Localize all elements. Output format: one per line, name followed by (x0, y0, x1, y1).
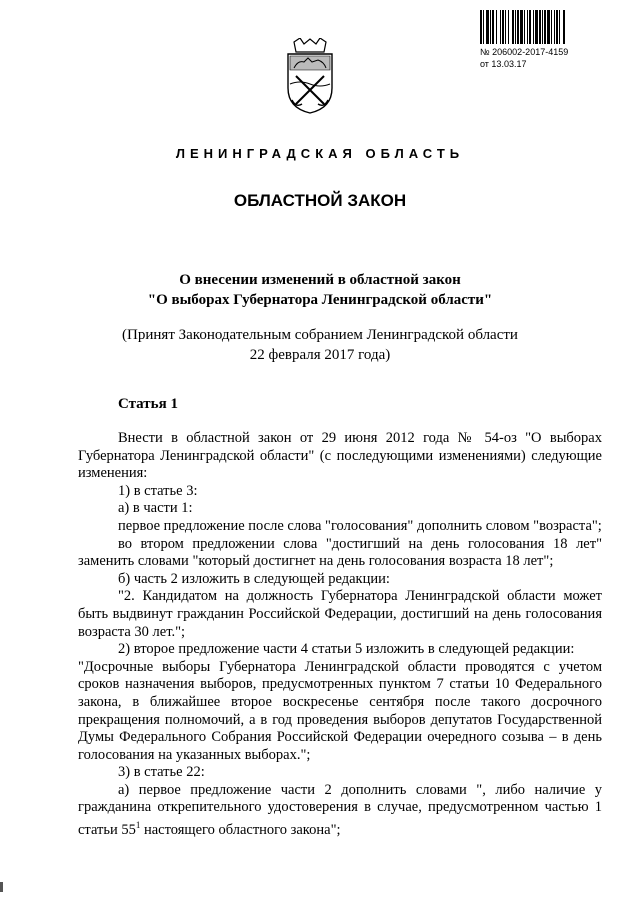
barcode (480, 10, 620, 44)
adoption-note (0, 325, 640, 365)
item-1a: а) в части 1: (118, 500, 193, 517)
registration-number: № 206002-2017-4159 (480, 47, 569, 57)
registration-date: от 13.03.17 (480, 59, 527, 69)
barcode-bar (565, 10, 566, 44)
item-1: 1) в статье 3: (118, 482, 198, 499)
registration-block (480, 10, 620, 70)
intro-paragraph: Внести в областной закон от 29 июня 2012 года № 54-оз "О выборах Губернатора Ленинградской области" (с последующими изменениями) следующие изменения: (78, 430, 602, 482)
law-title (0, 270, 640, 310)
item-2: 2) второе предложение части 4 статьи 5 изложить в следующей редакции: (118, 641, 575, 658)
region-name: ЛЕНИНГРАДСКАЯ ОБЛАСТЬ (175, 146, 465, 161)
item-3: 3) в статье 22: (118, 764, 205, 781)
article-body (78, 430, 602, 839)
adoption-note-line-2: 22 февраля 2017 года) (249, 347, 391, 363)
coat-of-arms-icon (284, 38, 336, 114)
item-3a-text-end: настоящего областного закона"; (140, 821, 341, 838)
article-heading: Статья 1 (118, 396, 178, 412)
item-1a-first: первое предложение после слова "голосования" дополнить словом "возраста"; (118, 517, 602, 534)
law-title-line-2: "О выборах Губернатора Ленинградской области" (147, 292, 493, 308)
item-3a-superscript: 1 (135, 820, 141, 831)
page-edge-mark (0, 882, 3, 892)
item-3a-text: а) первое предложение части 2 дополнить словами ", либо наличие у гражданина открепительного удостоверения в случае, предусмотренном частью 1 статьи 55 (78, 781, 602, 838)
law-type: ОБЛАСТНОЙ ЗАКОН (233, 191, 407, 210)
item-3a (78, 782, 602, 840)
adoption-note-line-1: (Принят Законодательным собранием Ленинградской области (122, 327, 518, 343)
item-1a-second: во втором предложении слова "достигший на день голосования 18 лет" заменить словами "который достигнет на день голосования возраста 18 лет"; (78, 535, 602, 570)
item-1b-quote: "2. Кандидатом на должность Губернатора Ленинградской области может быть выдвинут гражданин Российской Федерации, достигший на день голосования возраста 30 лет."; (78, 588, 602, 640)
item-1b: б) часть 2 изложить в следующей редакции: (118, 570, 390, 587)
item-2-quote: "Досрочные выборы Губернатора Ленинградской области проводятся с учетом сроков назначения выборов, предусмотренных пунктом 7 статьи 10 Федерального закона, в ближайшее второе воскресенье сентября после такого досрочного прекращения полномочий, а в год проведения выборов депутатов Государственной Думы Федерального Собрания Российской Федерации очередного созыва – в день голосования на указанных выборах."; (78, 658, 602, 763)
law-title-line-1: О внесении изменений в областной закон (179, 272, 461, 288)
